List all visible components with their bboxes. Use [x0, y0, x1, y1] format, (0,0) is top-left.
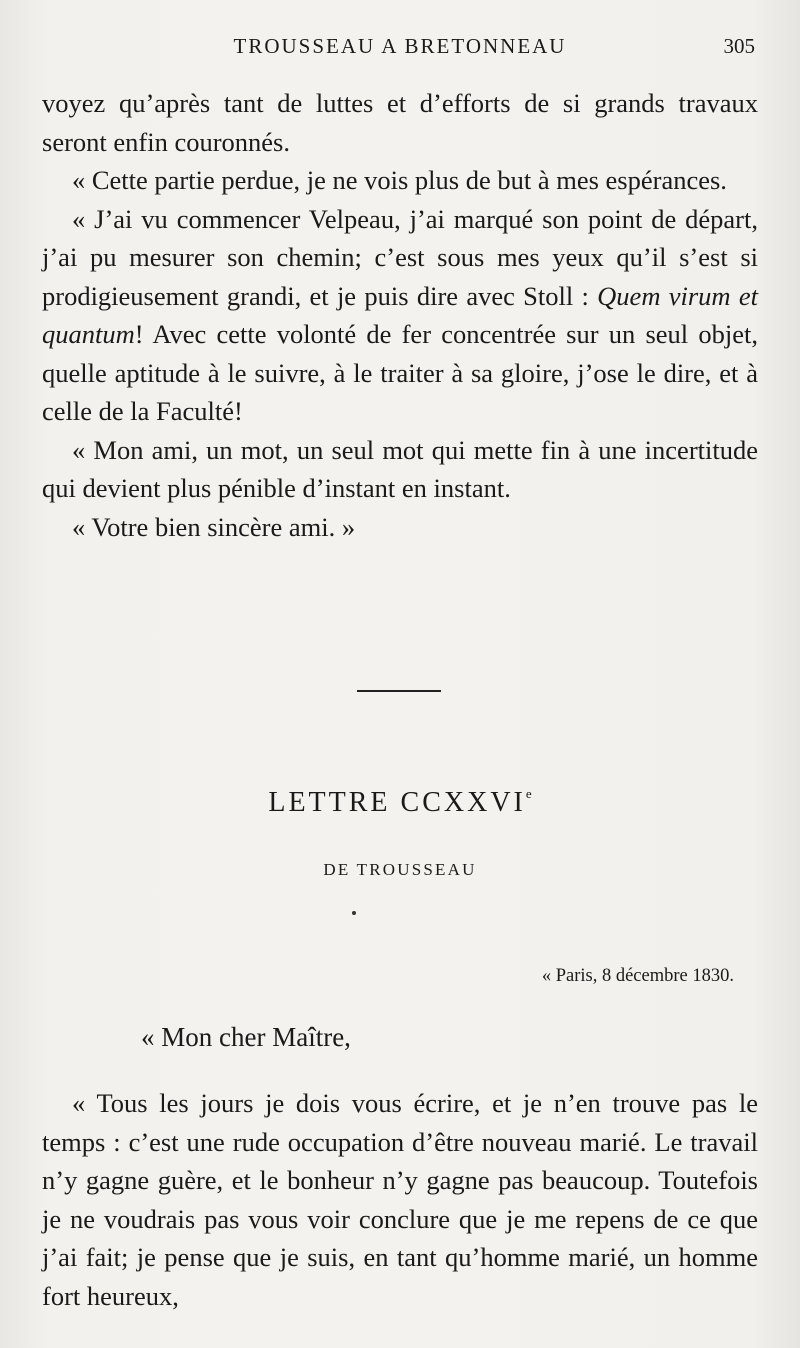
paragraph: « Cette partie perdue, je ne vois plus de but à mes espérances. [72, 165, 727, 195]
section-divider [357, 690, 441, 692]
text-block-bottom [42, 1084, 758, 1315]
paragraph: voyez qu’après tant de luttes et d’efforts de si grands travaux seront enfin couronnés. [42, 88, 758, 157]
letter-heading [0, 786, 800, 819]
running-head [0, 34, 800, 64]
ornament-dot [352, 911, 356, 915]
paragraph-quote [42, 200, 758, 431]
closing-line: « Votre bien sincère ami. » [72, 511, 356, 542]
page-number: 305 [723, 34, 755, 58]
running-title: TROUSSEAU A BRETONNEAU [233, 34, 567, 58]
letter-number: LETTRE CCXXVI [268, 787, 526, 818]
paragraph-text: « J’ai vu commencer Velpeau, j’ai marqué son point de départ, j’ai pu mesurer son chemin; c’est sous mes yeux qu’il s’est si prodigieusement grandi, et je puis dire avec Stoll : [42, 203, 758, 311]
salutation: « Mon cher Maître, [141, 1022, 351, 1052]
ordinal-suffix: e [525, 786, 532, 801]
latin-quotation: Quem virum et quantum [42, 280, 758, 349]
text-block-top [42, 84, 758, 546]
letter-author: DE TROUSSEAU [323, 860, 477, 879]
dateline: « Paris, 8 décembre 1830. [541, 966, 734, 986]
paragraph-text: ! Avec cette volonté de fer concentrée sur un seul objet, quelle aptitude à le suivre, à le traiter à sa gloire, j’ose le dire, et à celle de la Faculté! [42, 319, 758, 426]
paragraph: « Mon ami, un mot, un seul mot qui mette fin à une incertitude qui devient plus pénible d’instant en instant. [42, 434, 758, 503]
paragraph: « Tous les jours je dois vous écrire, et je n’en trouve pas le temps : c’est une rude occupation d’être nouveau marié. Le travail n’y gagne guère, et le bonheur n’y gagne pas beaucoup. Toutefois je ne voudrais pas vous voir conclure que je me repens de ce que j’ai fait; je pense que je suis, en tant qu’homme marié, un homme fort heureux, [42, 1088, 758, 1311]
